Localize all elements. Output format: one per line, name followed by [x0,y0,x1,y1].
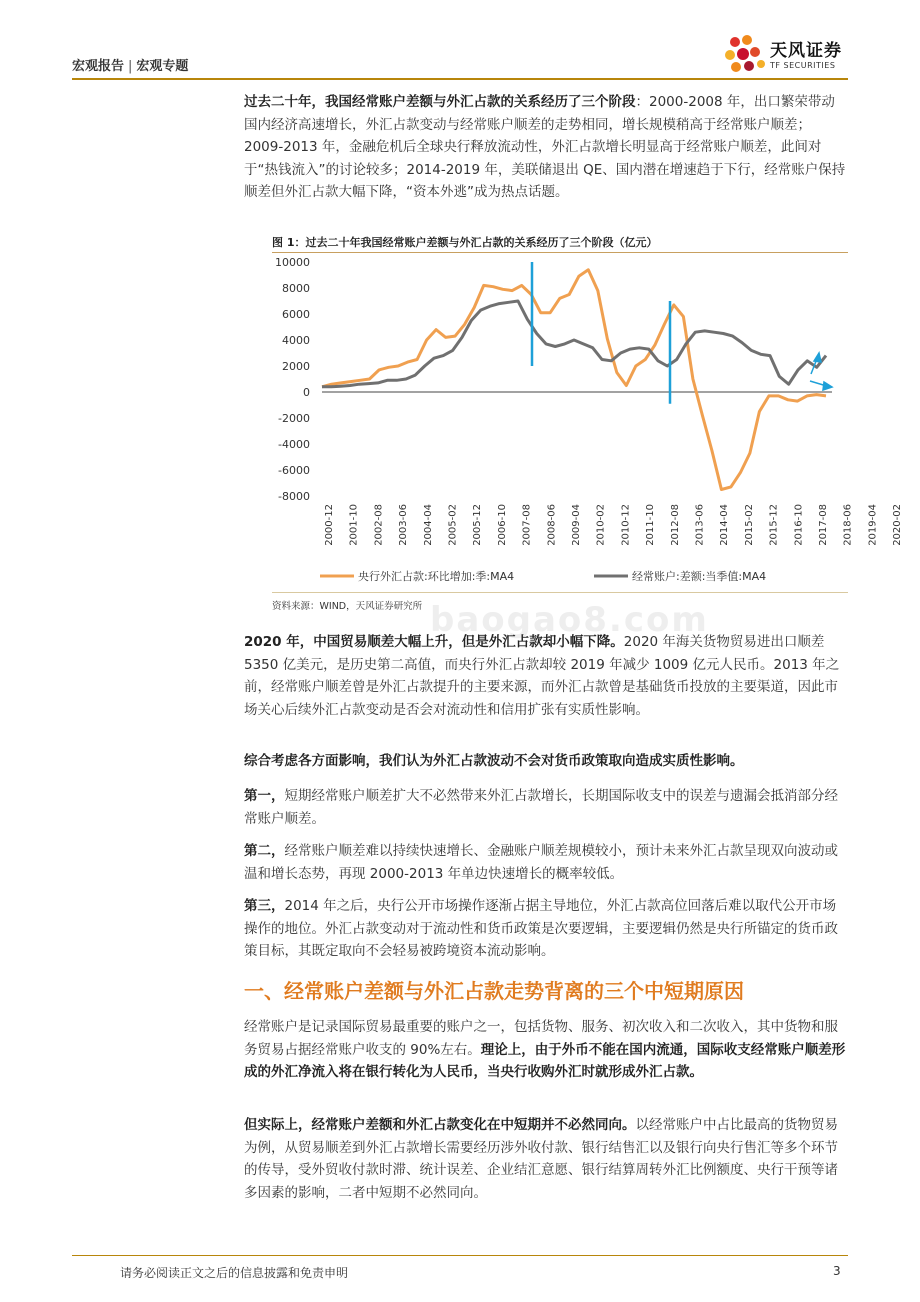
paragraph-first-text: 短期经常账户顺差扩大不必然带来外汇占款增长，长期国际收支中的误差与遗漏会抵消部分经常账户顺差。 [244,788,838,827]
y-tick-label: 6000 [282,308,310,321]
footer-rule [72,1255,848,1256]
y-tick-label: 2000 [282,360,310,373]
x-tick-label: 2013-06 [694,504,706,546]
paragraph-current-account [244,1016,848,1084]
series-line-current-account [322,301,826,387]
report-topic: 宏观专题 [136,59,189,74]
report-type: 宏观报告 [72,59,125,74]
legend-label-fx-reserve: 央行外汇占款:环比增加:季:MA4 [358,570,515,583]
paragraph-third [244,895,848,963]
paragraph-second-bold: 第二， [244,843,285,859]
paragraph-actual-text: 以经常账户中占比最高的货物贸易为例，从贸易顺差到外汇占款增长需要经历涉外收付款、银行结售汇以及银行向央行售汇等多个环节的传导，受外贸收付款时滞、统计误差、企业结汇意愿、银行结算周转外汇比例额度、央行干预等诸多因素的影响，二者中短期不必然同向。 [244,1117,838,1201]
x-tick-label: 2001-10 [348,504,360,546]
figure-bottom-rule [272,592,848,593]
x-axis-ticks [324,504,903,546]
figure-source: 资料来源：WIND，天风证券研究所 [272,601,423,612]
x-tick-label: 2006-10 [496,504,508,546]
trend-arrows [810,353,832,390]
paragraph-third-text: 2014 年之后，央行公开市场操作逐渐占据主导地位，外汇占款高位回落后难以取代公开市场操作的地位。外汇占款变动对于流动性和货币政策是次要逻辑，主要逻辑仍然是央行所锚定的货币政策目标，其既定取向不会轻易被跨境资本流动影响。 [244,898,838,959]
legend-label-current-account: 经常账户:差额:当季值:MA4 [632,570,767,583]
paragraph-2020-text: 2020 年海关货物贸易进出口顺差 5350 亿美元，是历史第二高值，而央行外汇占款却较 2019 年减少 1009 亿元人民币。2013 年之前，经常账户顺差曾是外汇占款提升的主要来源，而外汇占款曾是基础货币投放的主要渠道，因此市场关心后续外汇占款变动是否会对流动性和信用扩张有实质性影响。 [244,634,840,718]
intro-text: ：2000-2008 年，出口繁荣带动国内经济高速增长，外汇占款变动与经常账户顺差的走势相同，增长规模稍高于经常账户顺差；2009-2013 年，金融危机后全球央行释放流动性，外汇占款增长明显高于经常账户顺差，此间对于“热钱流入”的讨论较多；2014-2019 年，美联储退出 QE、国内潜在增速趋于下行，经常账户保持顺差但外汇占款大幅下降，“资本外逃”成为热点话题。 [244,94,846,200]
x-tick-label: 2016-10 [793,504,805,546]
x-tick-label: 2004-04 [422,504,434,546]
logo-subtitle: TF SECURITIES [770,61,836,70]
paragraph-first-bold: 第一， [244,788,285,804]
header-separator: | [128,59,133,74]
x-tick-label: 2010-12 [620,504,632,546]
intro-paragraph [244,91,848,204]
x-tick-label: 2014-04 [719,504,731,546]
x-tick-label: 2009-04 [571,504,582,546]
intro-bold: 过去二十年，我国经常账户差额与外汇占款的关系经历了三个阶段 [244,94,636,110]
x-tick-label: 2005-12 [472,504,484,546]
x-tick-label: 2010-02 [595,504,607,546]
y-tick-label: -4000 [278,438,310,451]
chart-legend [320,569,766,583]
x-tick-label: 2017-08 [818,504,829,546]
x-tick-label: 2012-08 [669,504,681,546]
paragraph-conclusion-bold: 综合考虑各方面影响，我们认为外汇占款波动不会对货币政策取向造成实质性影响。 [244,753,744,769]
x-tick-label: 2015-02 [743,504,755,546]
x-tick-label: 2003-06 [398,504,410,546]
arrow-head-up-icon [814,353,821,362]
y-tick-label: 8000 [282,282,310,295]
y-tick-label: -6000 [278,464,310,477]
x-tick-label: 2002-08 [373,504,385,546]
paragraph-first [244,785,848,830]
paragraph-third-bold: 第三， [244,898,285,914]
x-tick-label: 2020-02 [892,504,904,546]
paragraph-conclusion [244,750,848,773]
x-tick-label: 2007-08 [521,504,533,546]
x-tick-label: 2019-04 [867,504,879,546]
y-tick-label: -8000 [278,490,310,503]
paragraph-actual [244,1114,848,1204]
report-header [72,55,188,74]
x-tick-label: 2015-12 [768,504,780,546]
y-axis-ticks [275,256,310,503]
figure-title: 图 1：过去二十年我国经常账户差额与外汇占款的关系经历了三个阶段（亿元） [272,236,658,249]
y-tick-label: 0 [303,386,310,399]
x-tick-label: 2008-06 [546,504,558,546]
paragraph-current-account-bold: 理论上，由于外币不能在国内流通，国际收支经常账户顺差形成的外汇净流入将在银行转化为人民币，当央行收购外汇时就形成外汇占款。 [244,1041,846,1080]
paragraph-2020-bold: 2020 年，中国贸易顺差大幅上升，但是外汇占款却小幅下降。 [244,634,624,650]
y-tick-label: 4000 [282,334,310,347]
section-heading: 一、经常账户差额与外汇占款走势背离的三个中短期原因 [244,979,744,1003]
logo-name: 天风证券 [770,41,842,61]
watermark: baogao8.com [430,600,709,640]
x-tick-label: 2000-12 [324,504,335,546]
paragraph-current-account-text: 经常账户是记录国际贸易最重要的账户之一，包括货物、服务、初次收入和二次收入，其中货物和服务贸易占据经常账户收支的 90%左右。 [244,1019,838,1058]
x-tick-label: 2018-06 [842,504,854,546]
paragraph-second-text: 经常账户顺差难以持续快速增长、金融账户顺差规模较小，预计未来外汇占款呈现双向波动或温和增长态势，再现 2000-2013 年单边快速增长的概率较低。 [244,843,838,882]
paragraph-2020 [244,631,848,721]
paragraph-actual-bold: 但实际上，经常账户差额和外汇占款变化在中短期并不必然同向。 [244,1117,636,1133]
header-rule [72,78,848,80]
y-tick-label: 10000 [275,256,310,269]
arrow-head-right-icon [823,382,832,390]
line-chart [262,250,904,590]
paragraph-second [244,840,848,885]
y-tick-label: -2000 [278,412,310,425]
footer-disclaimer: 请务必阅读正文之后的信息披露和免责申明 [120,1266,349,1280]
x-tick-label: 2011-10 [645,504,657,546]
x-tick-label: 2005-02 [447,504,459,546]
page-number: 3 [833,1264,841,1278]
